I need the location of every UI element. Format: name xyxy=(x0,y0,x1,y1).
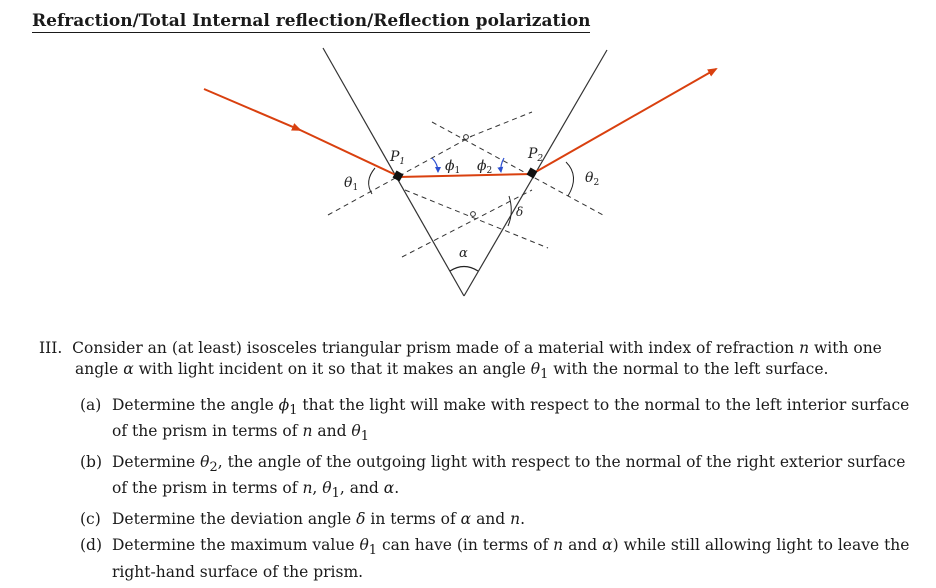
section-title: Refraction/Total Internal reflection/Reflection polarization xyxy=(32,11,591,31)
part-b: (b) Determine $\theta_2$, the angle of the outgoing light with respect to the normal of the right exterior surface of the prism in terms of n, $\theta_1$, and α. xyxy=(80,453,906,502)
theta2-arc xyxy=(566,162,574,196)
delta-arc xyxy=(508,196,511,226)
label-phi2: $\phi_2$ xyxy=(477,158,493,176)
point-p2-marker xyxy=(527,168,538,179)
outgoing-ray xyxy=(532,69,716,174)
intersection-top xyxy=(464,135,469,140)
normal-right-upper xyxy=(462,112,532,140)
label-p1: $P_1$ xyxy=(390,149,406,167)
label-phi1: $\phi_1$ xyxy=(445,158,461,176)
label-theta1: $\theta_1$ xyxy=(344,175,359,193)
phi2-arc xyxy=(501,158,504,172)
incident-ray xyxy=(204,89,300,130)
internal-ray xyxy=(398,174,532,177)
question-main: III. Consider an (at least) isosceles triangular prism made of a material with index of refraction n with one angle α with light incident on it so that it makes an angle $\theta_1$ with the normal to the left surface. xyxy=(39,339,882,383)
prism-left-side xyxy=(323,48,464,296)
label-p2: $P_2$ xyxy=(528,146,544,164)
question-parts xyxy=(30,395,910,582)
part-d: (d) Determine the maximum value $\theta_1$ can have (in terms of n and α) while still allowing light to leave the right-hand surface of the prism. xyxy=(80,536,910,581)
theta1-arc xyxy=(369,168,375,194)
label-delta: δ xyxy=(516,205,524,219)
label-alpha: α xyxy=(459,246,468,261)
intersection-bottom xyxy=(471,212,476,217)
alpha-arc xyxy=(450,267,478,272)
label-theta2: $\theta_2$ xyxy=(585,170,600,188)
question-block xyxy=(30,338,910,588)
part-c: (c) Determine the deviation angle δ in terms of α and n. xyxy=(80,510,526,529)
phi1-arc xyxy=(432,158,438,172)
part-a: (a) Determine the angle $\phi_1$ that the light will make with respect to the normal to the left interior surface of the prism in terms of n and $\theta_1$ xyxy=(80,396,910,445)
